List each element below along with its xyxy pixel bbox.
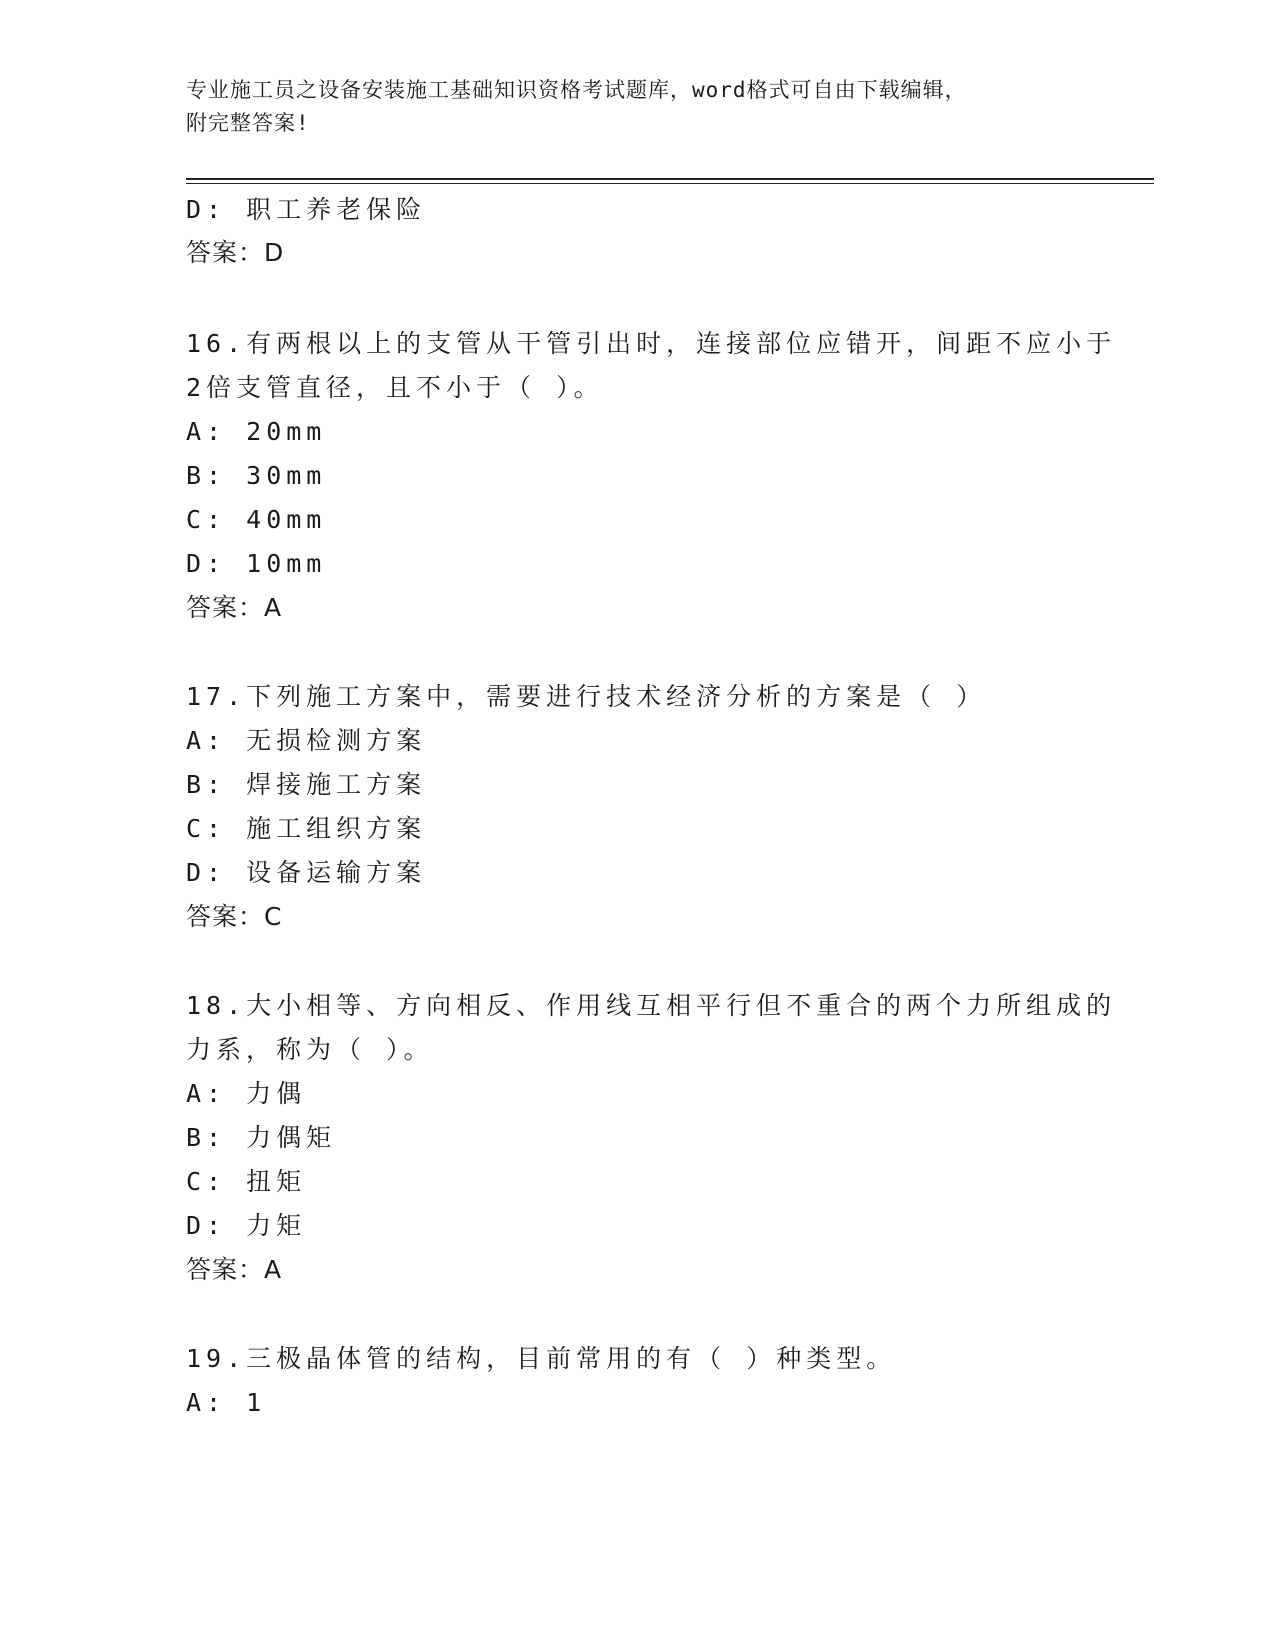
- q18-option-a: A: 力偶: [186, 1079, 307, 1108]
- q18-stem-line-2: 力系，称为（ ）。: [186, 1035, 434, 1064]
- q17-option-c: C: 施工组织方案: [186, 814, 427, 843]
- q17-option-a: A: 无损检测方案: [186, 726, 427, 755]
- header-line-2: 附完整答案!: [186, 111, 310, 135]
- q15-answer: 答案：D: [186, 238, 285, 267]
- q18-answer: 答案：A: [186, 1255, 283, 1284]
- q19-option-a: A: 1: [186, 1388, 267, 1417]
- q18-option-b: B: 力偶矩: [186, 1123, 337, 1152]
- q19-stem-line-1: 19.三极晶体管的结构，目前常用的有（ ）种类型。: [186, 1344, 897, 1373]
- q18-option-d: D: 力矩: [186, 1211, 307, 1240]
- header-divider-thin: [186, 183, 1154, 184]
- q16-option-a: A: 20mm: [186, 417, 327, 446]
- q17-answer: 答案：C: [186, 902, 283, 931]
- q17-option-b: B: 焊接施工方案: [186, 770, 427, 799]
- q16-option-c: C: 40mm: [186, 505, 327, 534]
- q17-option-d: D: 设备运输方案: [186, 858, 427, 887]
- q15-option-d: D: 职工养老保险: [186, 195, 427, 224]
- q16-stem-line-1: 16.有两根以上的支管从干管引出时，连接部位应错开，间距不应小于: [186, 329, 1117, 358]
- q16-option-d: D: 10mm: [186, 549, 327, 578]
- q17-stem-line-1: 17.下列施工方案中，需要进行技术经济分析的方案是（ ）: [186, 682, 987, 711]
- document-header: [186, 74, 1086, 140]
- q16-option-b: B: 30mm: [186, 461, 327, 490]
- header-line-1: 专业施工员之设备安装施工基础知识资格考试题库，word格式可自由下载编辑，: [186, 78, 967, 102]
- q16-answer: 答案：A: [186, 593, 283, 622]
- q18-option-c: C: 扭矩: [186, 1167, 307, 1196]
- q18-stem-line-1: 18.大小相等、方向相反、作用线互相平行但不重合的两个力所组成的: [186, 991, 1117, 1020]
- header-divider-thick: [186, 178, 1154, 180]
- q16-stem-line-2: 2倍支管直径，且不小于（ ）。: [186, 373, 604, 402]
